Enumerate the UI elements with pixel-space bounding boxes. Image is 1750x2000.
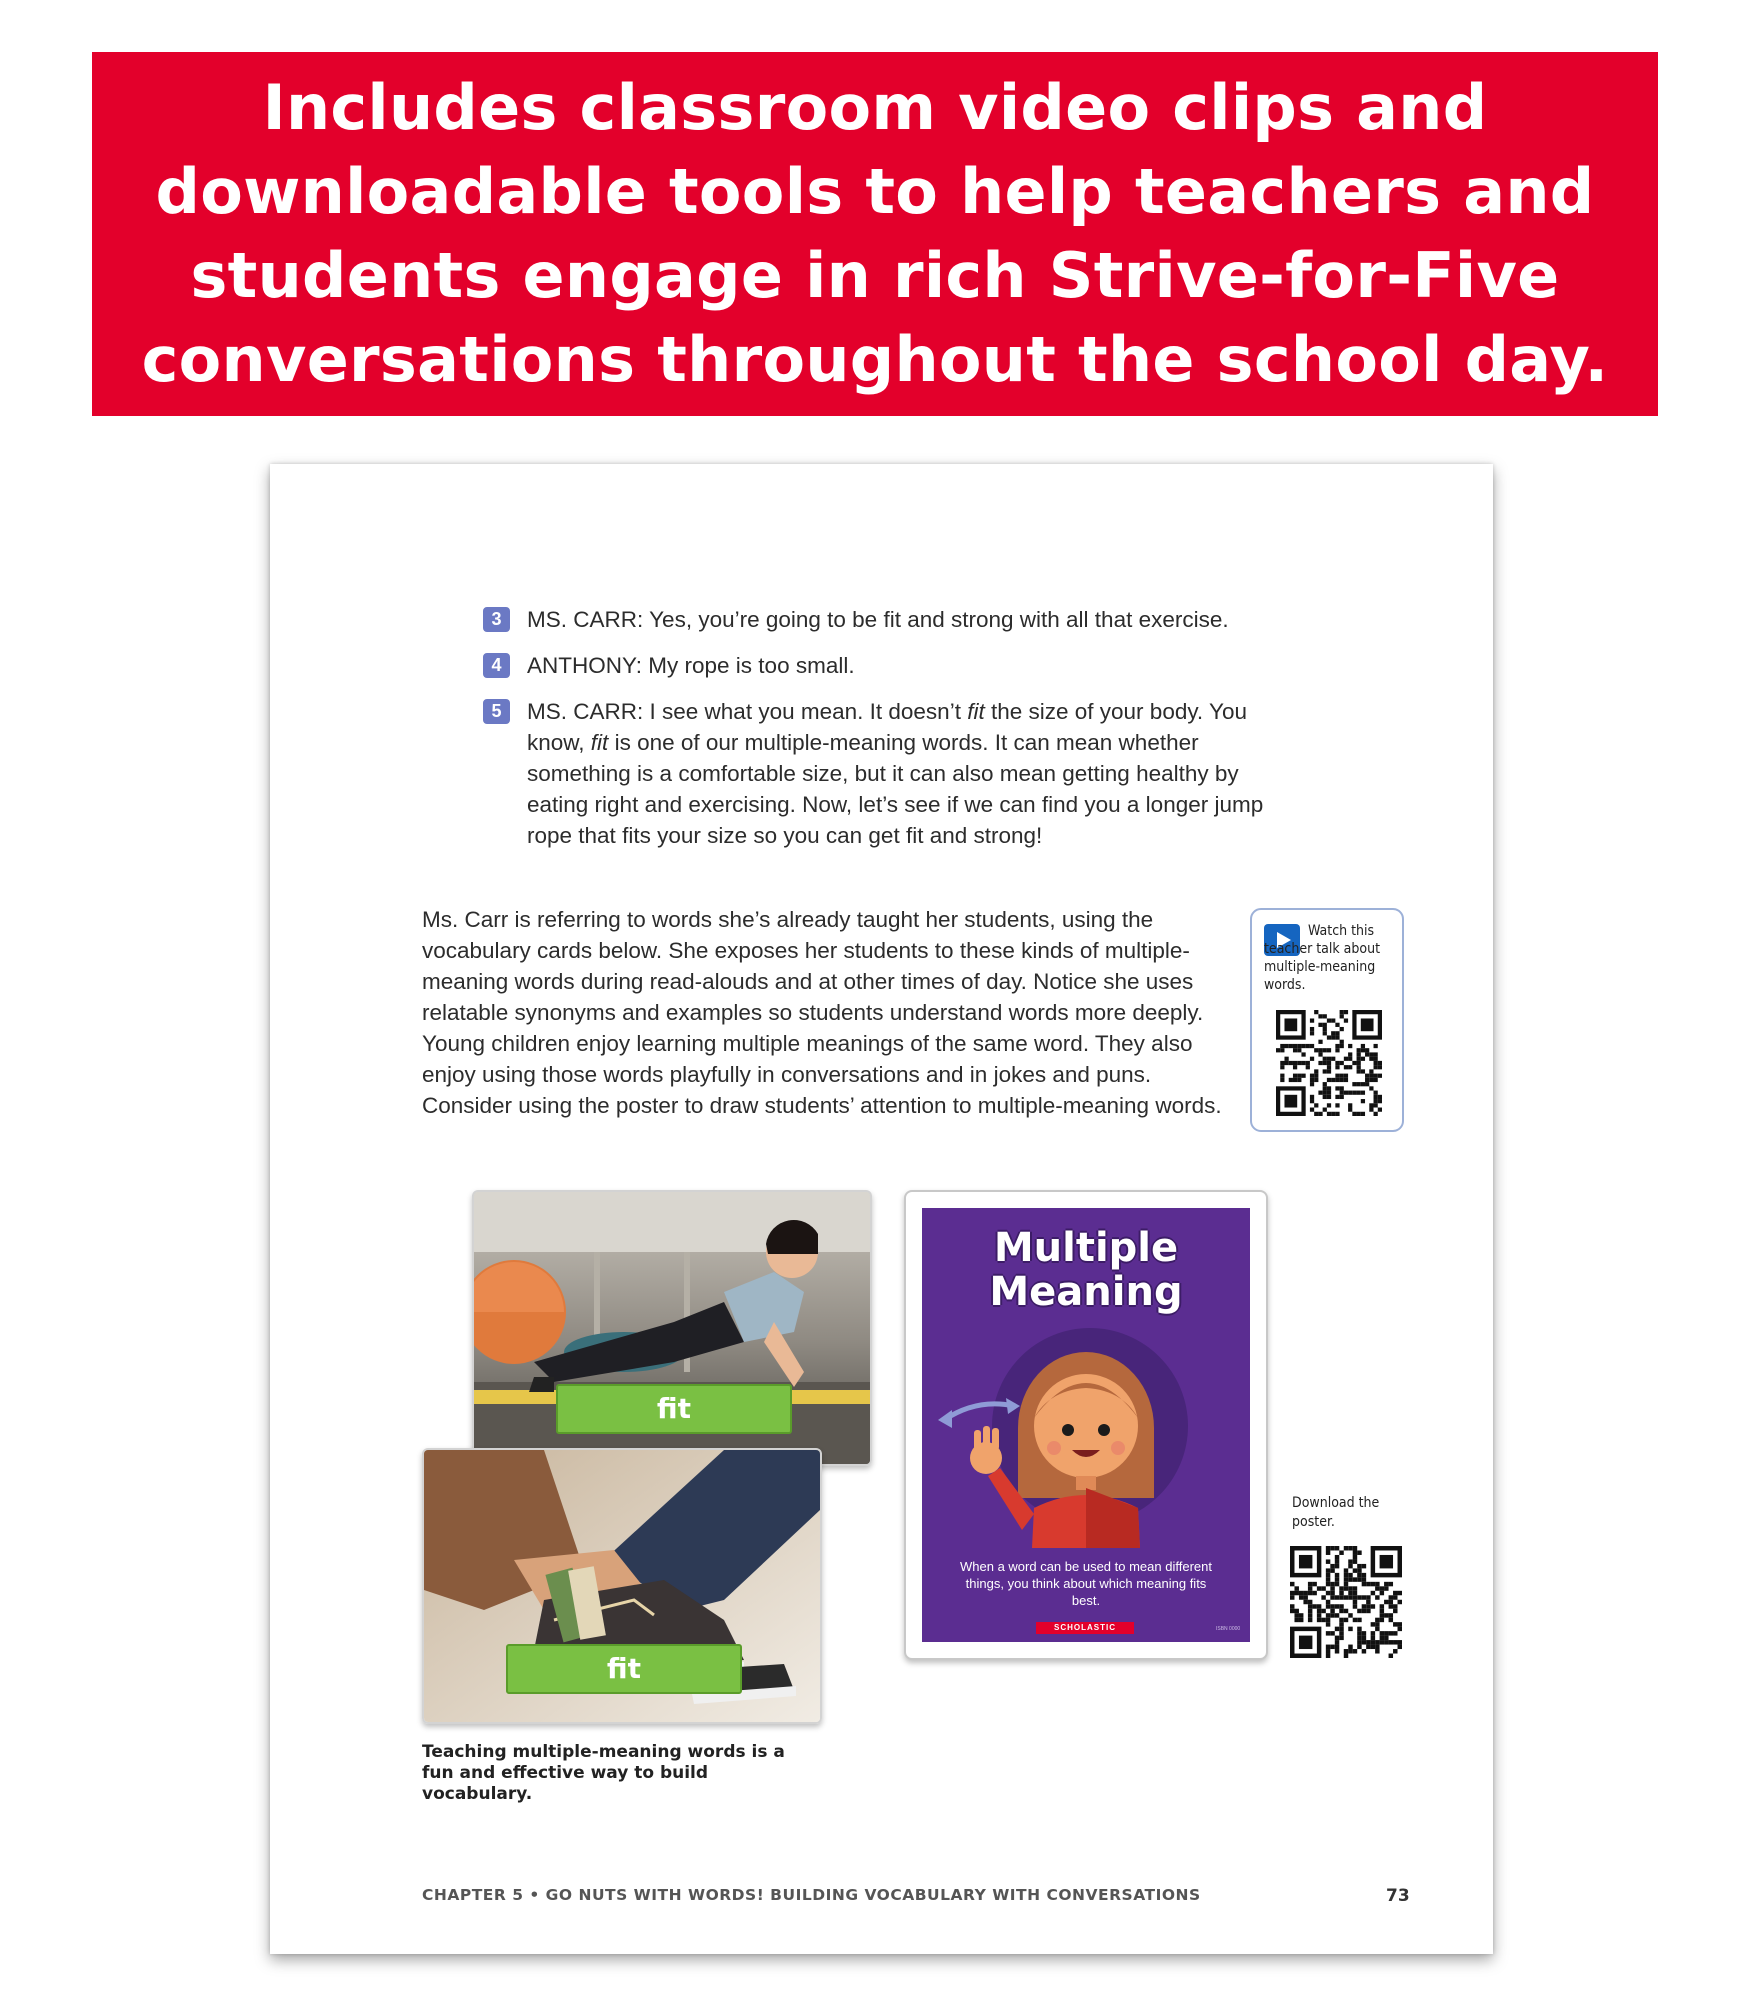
dialogue-list: [483, 604, 1283, 866]
line-number-badge: 4: [483, 653, 510, 678]
poster-code: ISBN 0000: [1216, 1626, 1241, 1632]
poster-qr-code-icon[interactable]: [1290, 1546, 1402, 1658]
download-label: Download the poster.: [1292, 1495, 1380, 1530]
vocab-card-exercise: [472, 1190, 872, 1466]
multiple-meaning-poster: [922, 1208, 1250, 1642]
emphasized-word: fit: [590, 730, 609, 755]
poster-definition: When a word can be used to mean different things, you think about which meaning fits best.: [960, 1559, 1212, 1608]
dialogue-text: I see what you mean. It doesn’t: [643, 699, 968, 724]
scholastic-logo: SCHOLASTIC: [1036, 1622, 1134, 1634]
dialogue-line: [483, 696, 1283, 851]
book-page: [270, 464, 1493, 1954]
poster-title: Multiple Meaning: [989, 1225, 1183, 1315]
dialogue-text: the size of your body. You know,: [527, 699, 1247, 755]
video-qr-box[interactable]: [1250, 908, 1404, 1132]
body-paragraph: Ms. Carr is referring to words she’s already taught her students, using the vocabulary cards below. She exposes her students to these kinds of multiple-meaning words during read-alouds and at other times of day. Notice she uses relatable synonyms and examples so students understand words more deeply. Young children enjoy learning multiple meanings of the same word. They also enjoy using those words playfully in conversations and in jokes and puns. Consider using the poster to draw students’ attention to multiple-meaning words.: [422, 907, 1222, 1118]
dialogue-line: [483, 650, 1283, 681]
vocab-card-shoe: [422, 1448, 822, 1724]
vocab-word-label: fit: [506, 1644, 742, 1694]
line-number-badge: 3: [483, 607, 510, 632]
vocab-word-label: fit: [556, 1384, 792, 1434]
running-footer: CHAPTER 5 • GO NUTS WITH WORDS! BUILDING VOCABULARY WITH CONVERSATIONS: [422, 1886, 1201, 1904]
promo-banner: [92, 52, 1658, 416]
line-number-badge: 5: [483, 699, 510, 724]
dialogue-line: [483, 604, 1283, 635]
page-number: 73: [1386, 1886, 1410, 1906]
emphasized-word: fit: [967, 699, 985, 724]
video-qr-label: Watch this teacher talk about multiple-meaning words.: [1264, 923, 1381, 993]
speaker-name: MS. CARR:: [527, 607, 644, 632]
speaker-name: MS. CARR:: [527, 699, 644, 724]
girl-waving-illustration: [922, 1318, 1250, 1548]
banner-text: Includes classroom video clips and downloadable tools to help teachers and students engage in rich Strive-for-Five conversations throughout the school day.: [141, 71, 1609, 396]
poster-frame: [904, 1190, 1268, 1660]
figure-caption: Teaching multiple-meaning words is a fun and effective way to build vocabulary.: [422, 1742, 785, 1804]
dialogue-text: is one of our multiple-meaning words. It can mean whether something is a comfortable size, but it can also mean getting healthy by eating right and exercising. Now, let’s see if we can find you a longer jump rope that fits your size so you can get fit and strong!: [527, 730, 1264, 848]
dialogue-text: Yes, you’re going to be fit and strong with all that exercise.: [643, 607, 1229, 632]
qr-code-icon[interactable]: [1276, 1010, 1382, 1116]
speaker-name: ANTHONY:: [527, 653, 643, 678]
dialogue-text: My rope is too small.: [642, 653, 855, 678]
